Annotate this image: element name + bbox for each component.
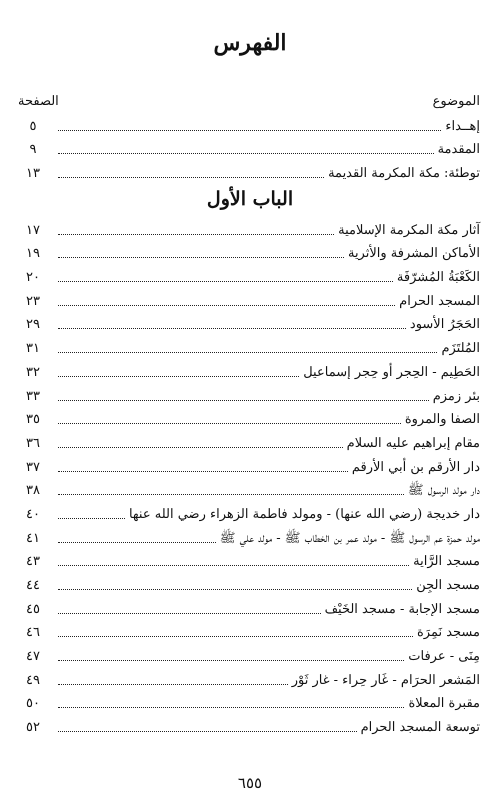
dot-leader [58, 281, 393, 282]
toc-entry [18, 595, 480, 619]
dot-leader [58, 305, 395, 306]
topic-column-header: الموضوع [432, 94, 480, 109]
dot-leader [58, 542, 216, 543]
dot-leader [58, 518, 125, 519]
entry-page: ٤٥ [26, 601, 40, 617]
entry-topic: مسجد الرَّاية [413, 554, 480, 570]
entry-page: ٥٢ [26, 720, 40, 736]
toc-entry [18, 690, 480, 714]
entry-topic: الأماكن المشرفة والأثرية [347, 246, 480, 262]
entry-topic: مسجد نَمِرَة [416, 625, 480, 641]
entry-page: ١٩ [26, 246, 40, 262]
dot-leader [58, 471, 348, 472]
toc-entry [18, 334, 480, 358]
toc-entry [18, 524, 480, 548]
entry-page: ٣٧ [26, 459, 40, 475]
entry-topic: المُلتَزَم [441, 341, 480, 357]
entry-page: ٤٦ [26, 625, 40, 641]
entry-page: ٤٠ [26, 506, 40, 522]
entry-topic: بئر زمزم [432, 388, 480, 404]
entry-page: ٢٣ [26, 293, 40, 309]
entry-page: ١٧ [26, 222, 40, 238]
dot-leader [58, 565, 409, 566]
toc-entry [18, 453, 480, 477]
toc-entry-introduction [18, 136, 480, 160]
entry-page: ٥ [29, 118, 37, 134]
dot-leader [58, 153, 434, 154]
toc-entry-preface [18, 159, 480, 183]
entry-page: ٣١ [26, 341, 40, 357]
entry-topic: الصفا والمروة [404, 412, 480, 428]
toc-entry [18, 571, 480, 595]
dot-leader [58, 234, 334, 235]
toc-entry [18, 287, 480, 311]
entry-topic: مسجد الجِن [416, 578, 480, 593]
toc-entry [18, 429, 480, 453]
entry-page: ٥٠ [26, 696, 40, 712]
entry-topic: مِنَى - عرفات [408, 649, 480, 665]
toc-entry [18, 713, 480, 737]
entry-page: ٣٦ [26, 435, 40, 451]
entry-topic: المسجد الحرام [399, 293, 480, 309]
page-title: الفهرس [213, 30, 287, 56]
toc-entry [18, 500, 480, 524]
dot-leader [58, 494, 404, 495]
entry-topic: توطئة: مكة المكرمة القديمة [328, 166, 480, 182]
entry-topic: مولد حمزة عم الرسول ﷺ - مولد عمر بن الخطاب ﷺ - مولد علي ﷺ [219, 530, 480, 546]
entry-page: ٢٠ [26, 270, 40, 286]
dot-leader [58, 328, 406, 329]
dot-leader [58, 684, 288, 685]
page-number: ٦٥٥ [237, 774, 263, 792]
entry-topic: المقدمة [437, 142, 480, 158]
entry-topic: دار خديجة (رضي الله عنها) - ومولد فاطمة الزهراء رضي الله عنها [128, 506, 480, 522]
toc-entry [18, 216, 480, 240]
dot-leader [58, 352, 437, 353]
entry-topic: إهــداء [445, 118, 480, 134]
entry-page: ٣٨ [26, 483, 40, 499]
entry-page: ٩ [29, 142, 37, 158]
entry-topic: آثار مكة المكرمة الإسلامية [338, 222, 480, 238]
entry-page: ٤٣ [26, 554, 40, 570]
dot-leader [58, 731, 357, 732]
toc-entry [18, 240, 480, 264]
dot-leader [58, 660, 404, 661]
toc-entry [18, 311, 480, 335]
toc-entry [18, 406, 480, 430]
entry-topic: دار الأرقم بن أبي الأرقم [351, 459, 480, 475]
entry-topic: الكَعْبَةُ المُشرّفَة [396, 270, 480, 286]
dot-leader [58, 636, 413, 637]
entry-page: ٤١ [26, 530, 40, 546]
dot-leader [58, 376, 299, 377]
toc-entry [18, 642, 480, 666]
entry-topic: توسعة المسجد الحرام [360, 720, 480, 736]
entry-topic: المَشعر الحرَام - غَار حِراء - غار ثَوْر [291, 672, 480, 688]
toc-entry [18, 666, 480, 690]
intro-entries-list [18, 112, 480, 183]
entry-topic: الحَطِيم - الحِجر أو حِجر إسماعيل [303, 364, 480, 380]
dot-leader [58, 589, 412, 590]
entry-page: ٣٣ [26, 388, 40, 404]
entry-page: ٣٢ [26, 364, 40, 380]
entry-topic: مسجد الإجابة - مسجد الخَيْف [324, 601, 480, 617]
toc-entry [18, 358, 480, 382]
dot-leader [58, 257, 344, 258]
toc-entry [18, 619, 480, 643]
entry-topic: مقبرة المعلاة [408, 696, 480, 712]
entry-topic: دار مولد الرسول ﷺ [407, 483, 480, 499]
toc-entry [18, 263, 480, 287]
toc-entry [18, 548, 480, 572]
dot-leader [58, 177, 324, 178]
chapter-entries-list [18, 216, 480, 737]
section-heading: الباب الأول [206, 188, 294, 210]
dot-leader [58, 707, 404, 708]
entry-page: ٢٩ [26, 317, 40, 333]
toc-entry-dedication [18, 112, 480, 136]
entry-page: ٤٧ [26, 649, 40, 665]
dot-leader [58, 447, 343, 448]
entry-topic: الحَجَرُ الأسود [409, 317, 480, 333]
entry-page: ٤٩ [26, 672, 40, 688]
dot-leader [58, 400, 429, 401]
toc-entry [18, 382, 480, 406]
dot-leader [58, 423, 401, 424]
column-headers [18, 94, 480, 114]
entry-page: ٣٥ [26, 412, 40, 428]
toc-entry [18, 477, 480, 501]
dot-leader [58, 613, 321, 614]
entry-topic: مقام إبراهيم عليه السلام [346, 435, 480, 451]
dot-leader [58, 130, 441, 131]
entry-page: ٤٤ [26, 578, 40, 593]
page-column-header: الصفحة [18, 94, 59, 109]
entry-page: ١٣ [26, 166, 40, 182]
